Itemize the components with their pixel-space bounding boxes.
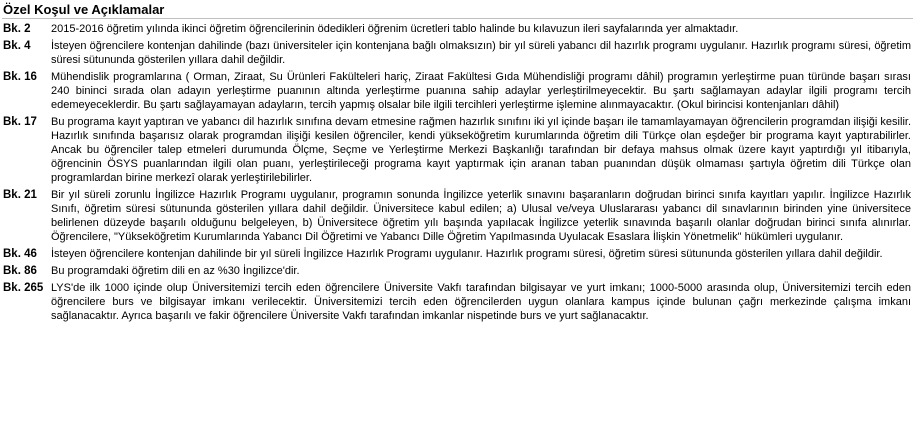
note-code: Bk. 4 <box>3 40 31 52</box>
note-code: Bk. 21 <box>3 189 37 201</box>
note-bk-16 <box>2 70 913 112</box>
note-bk-46 <box>2 247 913 261</box>
note-text: Bu programdaki öğretim dili en az %30 İngilizce'dir. <box>51 265 300 277</box>
note-text: Bir yıl süreli zorunlu İngilizce Hazırlık Programı uygulanır, programın sonunda İngilizce yeterlik sınavını başaranların doğrudan birinci sınıfa kayıtları yapılır. İngilizce Hazırlık Sınıfı, öğretim süresi sütununda gösterilen yıllara dahil değildir. Üniversitece kabul edilen; a) Ulusal ve/veya Uluslararası yabancı dil sınavlarının birinden yine üniversitece belirlenen düzeyde başarılı olduğunu belgeleyen, b) Üniversitece öğretim yılı başında yapılacak İngilizce yeterlik sınavında başarılı olanlar doğrudan birinci sınıfa alınırlar. Öğrencilere, "Yükseköğretim Kurumlarında Yabancı Dil Öğretimi ve Yabancı Dille Öğretim Yapılmasında Uyulacak Esaslara İlişkin Yönetmelik" hükümleri uygulanır. <box>51 189 911 243</box>
note-code: Bk. 16 <box>3 71 37 83</box>
section-title: Özel Koşul ve Açıklamalar <box>2 0 913 19</box>
note-text: İsteyen öğrencilere kontenjan dahilinde (bazı üniversiteler için kontenjana bağlı olmaksızın) bir yıl süreli yabancı dil hazırlık programı uygulanır. Hazırlık programı süresi, öğretim süresi sütununda gösterilen yıllara dahil değildir. <box>51 40 911 66</box>
note-text: 2015-2016 öğretim yılında ikinci öğretim öğrencilerinin ödedikleri öğrenim ücretleri tablo halinde bu kılavuzun ileri sayfalarında yer almaktadır. <box>51 23 739 35</box>
note-text: LYS'de ilk 1000 içinde olup Üniversitemizi tercih eden öğrencilere Üniversite Vakfı tarafından bilgisayar ve yurt imkanı; 1000-5000 arasında olup, Üniversitemizi tercih eden öğrencilere burs ve bilgisayar imkanı verilecektir. Üniversitemizi tercih eden öğrencilerden uygun olanlara kampus içinde bulunan çağrı merkezinde çalışma imkanı sağlanacaktır. Ayrıca başarılı ve fakir öğrencilere Üniversite Vakfı tarafından imkanlar nispetinde burs ve yurt sağlanacaktır. <box>51 282 911 322</box>
notes-list <box>2 22 913 323</box>
note-text: İsteyen öğrencilere kontenjan dahilinde bir yıl süreli İngilizce Hazırlık Programı uygulanır. Hazırlık programı süresi, öğretim süresi sütununda gösterilen yıllara dahil değildir. <box>51 248 883 260</box>
note-bk-265 <box>2 281 913 323</box>
note-bk-17 <box>2 115 913 185</box>
note-code: Bk. 46 <box>3 248 37 260</box>
note-bk-86 <box>2 264 913 278</box>
note-bk-21 <box>2 188 913 244</box>
note-code: Bk. 2 <box>3 23 31 35</box>
note-bk-2 <box>2 22 913 36</box>
note-code: Bk. 17 <box>3 116 37 128</box>
note-text: Bu programa kayıt yaptıran ve yabancı dil hazırlık sınıfına devam etmesine rağmen hazırlık sınıfını iki yıl içinde başarı ile tamamlayamayan öğrencilerin programdan ilişiği kesilir. Hazırlık sınıfında başarısız olarak programdan ilişiği kesilen öğrenciler, kendi yükseköğretim kurumlarında öğretim dili Türkçe olan eşdeğer bir programa kayıt yaptırabilirler. Ancak bu öğrenciler talep etmeleri durumunda Ölçme, Seçme ve Yerleştirme Merkezi Başkanlığı tarafından bir defaya mahsus olmak üzere kayıt yaptırdığı yıl itibarıyla, öğrencinin ÖSYS puanlarından ilgili olan puanı, yerleştirileceği programa kayıt yaptırmak için aranan taban puanından düşük olmaması şartıyla öğretim dili Türkçe olan programlardan birine merkezî olarak yerleştirilebilirler. <box>51 116 911 184</box>
note-bk-4 <box>2 39 913 67</box>
note-code: Bk. 265 <box>3 282 44 294</box>
note-text: Mühendislik programlarına ( Orman, Ziraat, Su Ürünleri Fakülteleri hariç, Ziraat Fakültesi Gıda Mühendisliği programı dâhil) programın yerleştirme puan türünde başarı sırası 240 bininci sırada olan adayın yerleştirme puanının altında yerleştirme puanına sahip adaylar yerleştirilmeyecektir. Bu şartı sağlamayan adaylar ilgili programı tercih edemeyeceklerdir. Bu şartı sağlayamayan adayların, tercih yapmış olsalar bile ilgili tercihleri yerleştirme işlemine alınmayacaktır. (Okul birincisi kontenjanları dâhil) <box>51 71 911 111</box>
note-code: Bk. 86 <box>3 265 37 277</box>
